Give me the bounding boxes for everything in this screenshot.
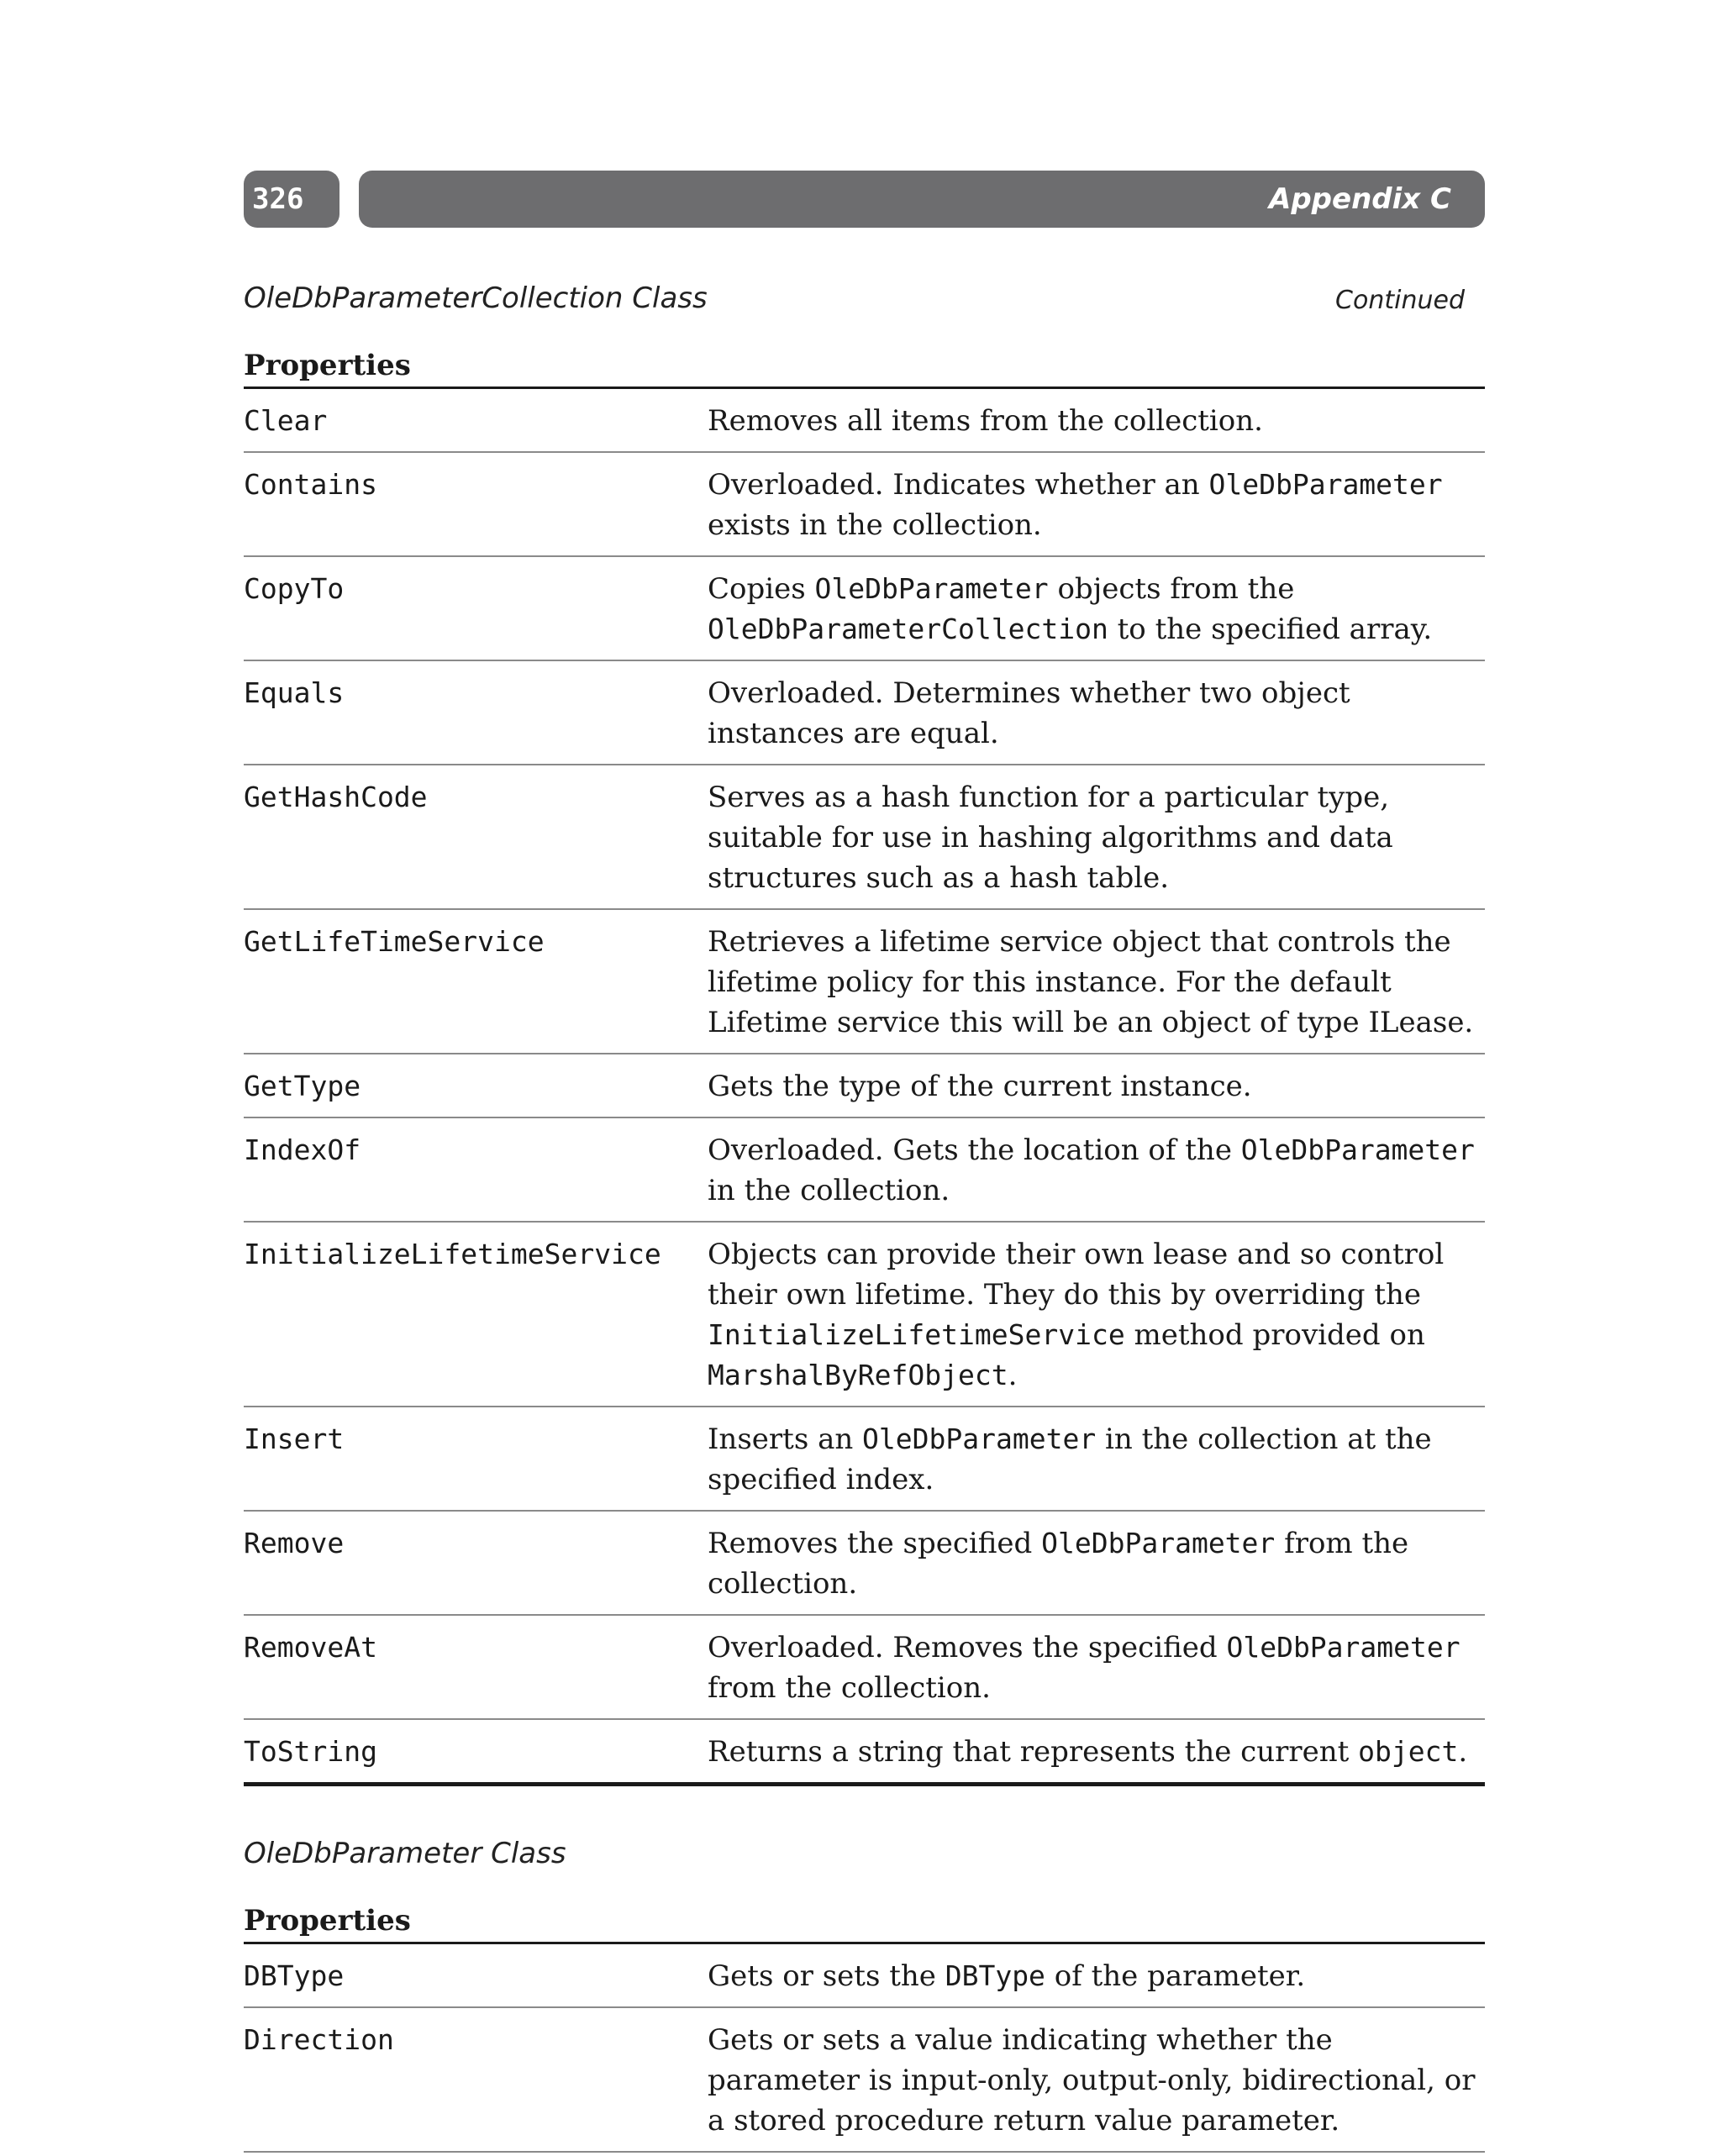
inline-code: OleDbParameter: [814, 572, 1049, 605]
member-name: InitializeLifetimeService: [244, 1238, 661, 1270]
description-text: Removes the specified: [708, 1527, 1042, 1560]
description-text: method provided on: [1124, 1318, 1425, 1352]
member-name: Contains: [244, 468, 377, 501]
member-name: Insert: [244, 1422, 345, 1455]
inline-code: MarshalByRefObject: [708, 1359, 1008, 1391]
member-description: [708, 922, 1485, 1043]
description-text: Gets the type of the current instance.: [708, 1070, 1252, 1103]
description-text: Gets or sets the: [708, 1959, 945, 1993]
continued-label: Continued: [1335, 286, 1465, 315]
description-text: Overloaded. Indicates whether an: [708, 468, 1209, 502]
description-text: .: [1008, 1359, 1018, 1392]
description-text: Retrieves a lifetime service object that controls the lifetime policy for this instance. For the default Lifetime service this will be an object of type ILease.: [708, 925, 1474, 1039]
member-name: IndexOf: [244, 1133, 361, 1166]
description-text: Overloaded. Determines whether two object instances are equal.: [708, 676, 1350, 750]
header-bar: [359, 171, 1485, 228]
table-row: [244, 1054, 1485, 1118]
member-name: GetType: [244, 1070, 361, 1102]
table-row: [244, 1223, 1485, 1407]
inline-code: OleDbParameter: [1208, 468, 1443, 501]
member-name: RemoveAt: [244, 1631, 377, 1664]
description-text: Returns a string that represents the current: [708, 1735, 1359, 1769]
description-text: Gets or sets a value indicating whether the parameter is input-only, output-only, bidirectional, or a stored procedure return value parameter.: [708, 2023, 1476, 2138]
description-text: Inserts an: [708, 1422, 863, 1456]
member-description: [708, 1732, 1485, 1772]
description-text: of the parameter.: [1045, 1959, 1306, 1993]
description-text: from the collection.: [708, 1527, 1409, 1601]
description-text: from the collection.: [708, 1671, 991, 1705]
description-text: Serves as a hash function for a particular type, suitable for use in hashing algorithms and data structures such as a hash table.: [708, 781, 1393, 895]
table-row: [244, 765, 1485, 910]
member-description: [708, 2020, 1485, 2141]
table-row: [244, 389, 1485, 453]
table-row: [244, 1720, 1485, 1782]
table-row: [244, 1616, 1485, 1720]
table-row: [244, 1407, 1485, 1512]
member-name: Remove: [244, 1527, 345, 1559]
properties-table-parameter: [244, 1942, 1485, 2153]
member-description: [708, 1956, 1485, 1996]
member-name: GetHashCode: [244, 781, 428, 813]
inline-code: DBType: [945, 1959, 1045, 1992]
member-description: [708, 465, 1485, 545]
member-description: [708, 1419, 1485, 1500]
member-description: [708, 777, 1485, 898]
inline-code: OleDbParameter: [1240, 1133, 1475, 1166]
member-name: Direction: [244, 2023, 394, 2056]
description-text: Overloaded. Gets the location of the: [708, 1133, 1241, 1167]
description-text: exists in the collection.: [708, 508, 1042, 542]
inline-code: object: [1358, 1735, 1459, 1768]
member-name: Clear: [244, 404, 328, 437]
member-description: [708, 569, 1485, 649]
table-row: [244, 1944, 1485, 2008]
member-description: [708, 1234, 1485, 1396]
member-name: GetLifeTimeService: [244, 925, 545, 958]
description-text: in the collection at the specified index.: [708, 1422, 1432, 1496]
table-row: [244, 910, 1485, 1054]
member-description: [708, 1628, 1485, 1708]
member-name: DBType: [244, 1959, 345, 1992]
member-description: [708, 1523, 1485, 1604]
member-description: [708, 401, 1485, 441]
table-row: [244, 1512, 1485, 1616]
properties-table-collection: [244, 387, 1485, 1786]
member-name: Equals: [244, 676, 345, 709]
table-caption-collection: OleDbParameterCollection Class: [244, 281, 708, 315]
inline-code: OleDbParameter: [1226, 1631, 1460, 1664]
member-description: [708, 1066, 1485, 1107]
description-text: objects from the: [1048, 572, 1295, 606]
table-row: [244, 557, 1485, 661]
table-row: [244, 661, 1485, 765]
inline-code: OleDbParameter: [862, 1422, 1097, 1455]
page-number: 326: [244, 171, 339, 228]
table-row: [244, 2008, 1485, 2153]
description-text: to the specified array.: [1108, 613, 1433, 646]
inline-code: OleDbParameterCollection: [708, 613, 1108, 645]
member-description: [708, 1130, 1485, 1211]
table-caption-parameter: OleDbParameter Class: [244, 1837, 566, 1870]
inline-code: OleDbParameter: [1041, 1527, 1276, 1559]
member-description: [708, 673, 1485, 754]
section-title: Appendix C: [1269, 182, 1451, 216]
description-text: Overloaded. Removes the specified: [708, 1631, 1227, 1664]
table-row: [244, 453, 1485, 557]
description-text: .: [1458, 1735, 1468, 1769]
table-row: [244, 1118, 1485, 1223]
description-text: Copies: [708, 572, 815, 606]
description-text: Removes all items from the collection.: [708, 404, 1263, 438]
description-text: Objects can provide their own lease and so control their own lifetime. They do this by overriding the: [708, 1238, 1445, 1312]
description-text: in the collection.: [708, 1174, 950, 1207]
member-name: CopyTo: [244, 572, 345, 605]
properties-heading-parameter: Properties: [244, 1904, 411, 1938]
properties-heading-collection: Properties: [244, 349, 411, 382]
member-name: ToString: [244, 1735, 377, 1768]
inline-code: InitializeLifetimeService: [708, 1318, 1125, 1351]
